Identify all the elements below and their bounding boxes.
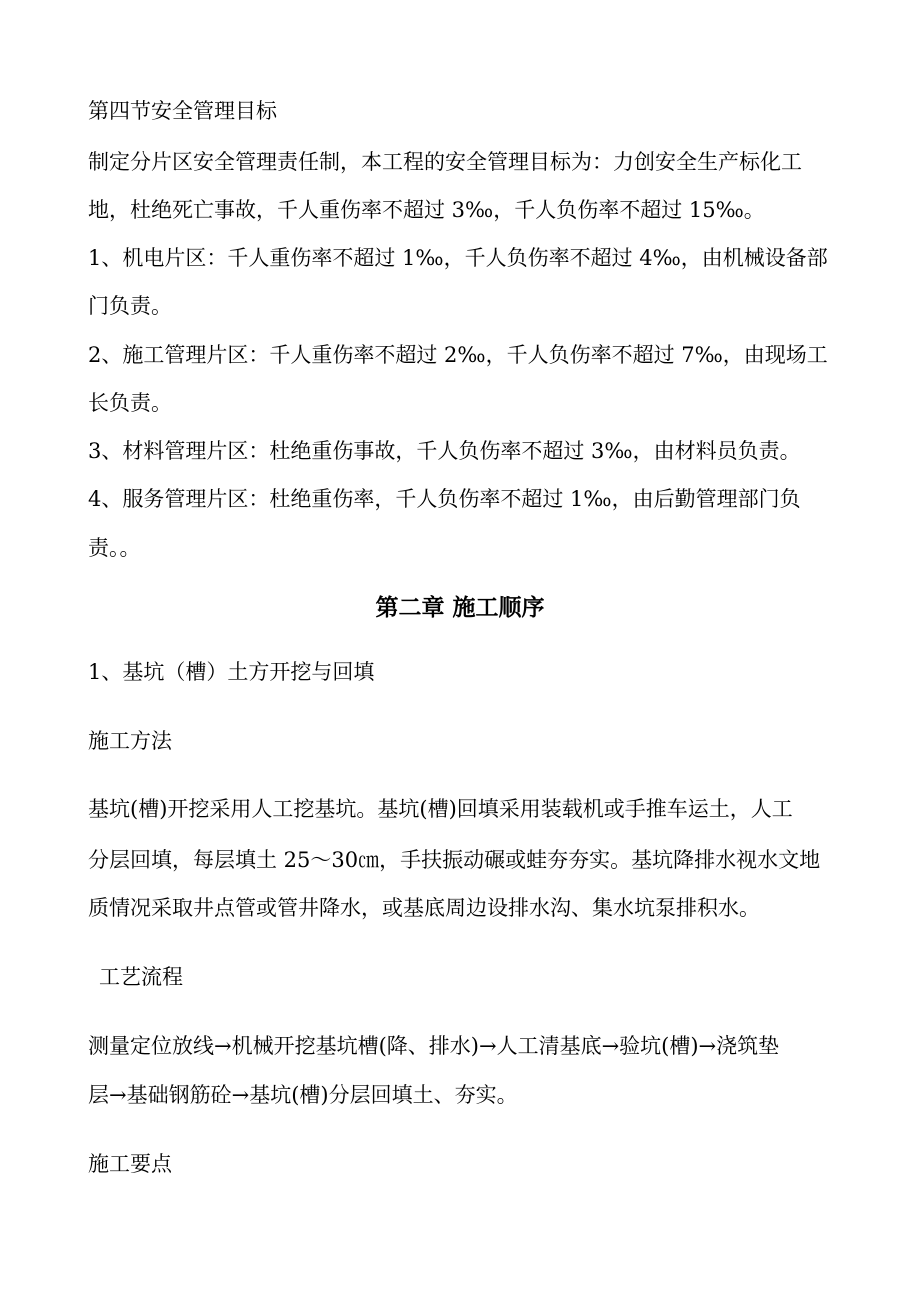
intro-line: 地，杜绝死亡事故，千人重伤率不超过 3‰，千人负伤率不超过 15‰。 (88, 198, 765, 222)
list-item: 长负责。 (88, 391, 172, 415)
list-item: 4、服务管理片区：杜绝重伤率，千人负伤率不超过 1‰，由后勤管理部门负 (88, 487, 801, 511)
process-heading: 工艺流程 (99, 965, 183, 989)
list-item: 门负责。 (88, 294, 172, 318)
chapter-title: 第二章 施工顺序 (375, 595, 545, 621)
method-paragraph-line: 质情况采取井点管或管井降水，或基底周边设排水沟、集水坑泵排积水。 (88, 896, 760, 920)
list-item: 责。。 (88, 536, 141, 560)
process-paragraph-line: 层→基础钢筋砼→基坑(槽)分层回填土、夯实。 (88, 1083, 518, 1107)
method-paragraph-line: 分层回填，每层填土 25～30㎝，手扶振动碾或蛙夯夯实。基坑降排水视水文地 (88, 848, 821, 872)
points-heading: 施工要点 (88, 1152, 172, 1176)
list-item: 2、施工管理片区：千人重伤率不超过 2‰，千人负伤率不超过 7‰，由现场工 (88, 343, 828, 367)
section-title: 第四节安全管理目标 (88, 99, 277, 123)
list-item: 1、机电片区：千人重伤率不超过 1‰，千人负伤率不超过 4‰，由机械设备部 (88, 246, 828, 270)
method-heading: 施工方法 (88, 729, 172, 753)
process-paragraph-line: 测量定位放线→机械开挖基坑槽(降、排水)→人工清基底→验坑(槽)→浇筑垫 (88, 1034, 780, 1058)
list-item: 3、材料管理片区：杜绝重伤事故，千人负伤率不超过 3‰，由材料员负责。 (88, 439, 801, 463)
intro-line: 制定分片区安全管理责任制，本工程的安全管理目标为：力创安全生产标化工 (88, 150, 802, 174)
subsection-title: 1、基坑（槽）土方开挖与回填 (88, 660, 375, 684)
method-paragraph-line: 基坑(槽)开挖采用人工挖基坑。基坑(槽)回填采用装载机或手推车运土，人工 (88, 797, 793, 821)
